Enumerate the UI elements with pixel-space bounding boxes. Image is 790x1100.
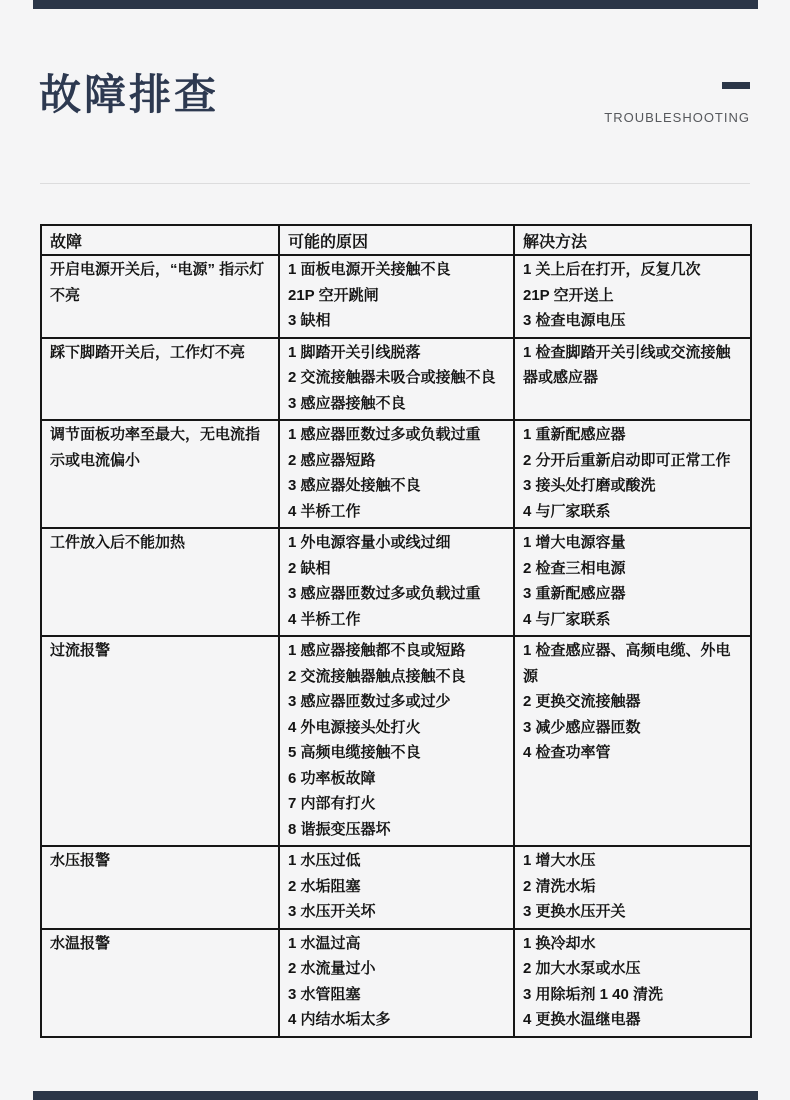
list-item: 3 减少感应器匝数 [523, 718, 641, 736]
list-item: 21P 空开送上 [523, 286, 614, 304]
table-row [41, 338, 751, 421]
list-item: 2 清洗水垢 [523, 877, 596, 895]
list-item: 4 与厂家联系 [523, 610, 611, 628]
list-item: 1 外电源容量小或线过细 [288, 534, 451, 551]
list-item: 2 交流接触器触点接触不良 [288, 667, 466, 685]
header-fault: 故障 [41, 225, 279, 255]
table-row [41, 255, 751, 338]
fault-text: 开启电源开关后，“电源” 指示灯不亮 [50, 261, 265, 304]
list-item: 4 更换水温继电器 [523, 1011, 641, 1028]
list-item: 4 内结水垢太多 [288, 1011, 391, 1028]
fault-text: 过流报警 [50, 642, 111, 659]
solutions-cell [514, 636, 751, 846]
table-row [41, 420, 751, 528]
list-item: 1 水温过高 [288, 934, 361, 952]
list-item: 2 感应器短路 [288, 451, 376, 469]
table-row [41, 846, 751, 929]
list-item: 2 水垢阻塞 [288, 877, 361, 895]
fault-cell [41, 846, 279, 929]
list-item: 3 接头处打磨或酸洗 [523, 477, 656, 494]
page-subtitle: TROUBLESHOOTING [604, 110, 750, 125]
fault-text: 水压报警 [50, 852, 111, 869]
list-item: 1 感应器接触都不良或短路 [288, 642, 466, 659]
list-item: 3 感应器匝数过多或过少 [288, 693, 451, 710]
list-item: 3 检查电源电压 [523, 312, 626, 329]
table-row [41, 528, 751, 636]
list-item: 4 半桥工作 [288, 610, 361, 628]
table-row [41, 636, 751, 846]
causes-cell [279, 846, 514, 929]
fault-cell [41, 255, 279, 338]
fault-cell [41, 929, 279, 1037]
list-item: 2 更换交流接触器 [523, 693, 641, 710]
solutions-cell [514, 846, 751, 929]
solutions-cell [514, 338, 751, 421]
fault-cell [41, 636, 279, 846]
page-title: 故障排查 [39, 71, 220, 118]
list-item: 6 功率板故障 [288, 769, 376, 787]
list-item: 3 感应器接触不良 [288, 394, 406, 412]
list-item: 2 分开后重新启动即可正常工作 [523, 451, 731, 469]
causes-cell [279, 420, 514, 528]
list-item: 1 增大水压 [523, 852, 596, 869]
list-item: 1 重新配感应器 [523, 426, 626, 443]
causes-cell [279, 528, 514, 636]
table-header-row [41, 225, 751, 255]
list-item: 4 外电源接头处打火 [288, 718, 421, 736]
solutions-cell [514, 528, 751, 636]
list-item: 2 交流接触器未吸合或接触不良 [288, 369, 496, 386]
list-item: 1 关上后在打开，反复几次 [523, 261, 701, 278]
list-item: 7 内部有打火 [288, 795, 376, 812]
causes-cell [279, 338, 514, 421]
list-item: 1 水压过低 [288, 852, 361, 869]
fault-cell [41, 528, 279, 636]
header-divider [40, 183, 750, 184]
list-item: 1 检查脚踏开关引线或交流接触器或感应器 [523, 343, 731, 386]
fault-cell [41, 338, 279, 421]
list-item: 1 面板电源开关接触不良 [288, 261, 451, 278]
fault-text: 水温报警 [50, 934, 111, 952]
list-item: 3 缺相 [288, 312, 331, 329]
subtitle-dash-icon [722, 82, 750, 89]
list-item: 3 重新配感应器 [523, 585, 626, 602]
list-item: 3 更换水压开关 [523, 903, 626, 920]
causes-cell [279, 929, 514, 1037]
list-item: 1 检查感应器、高频电缆、外电源 [523, 642, 731, 685]
list-item: 21P 空开跳闸 [288, 286, 379, 304]
list-item: 2 水流量过小 [288, 960, 376, 977]
list-item: 3 用除垢剂 1 40 清洗 [523, 985, 664, 1003]
fault-cell [41, 420, 279, 528]
fault-text: 调节面板功率至最大，无电流指示或电流偏小 [50, 426, 261, 469]
solutions-cell [514, 420, 751, 528]
fault-text: 踩下脚踏开关后，工作灯不亮 [50, 343, 246, 361]
list-item: 3 水管阻塞 [288, 985, 361, 1003]
list-item: 2 检查三相电源 [523, 559, 626, 577]
list-item: 3 水压开关坏 [288, 903, 376, 920]
list-item: 8 谐振变压器坏 [288, 820, 391, 838]
table-row [41, 929, 751, 1037]
list-item: 5 高频电缆接触不良 [288, 744, 421, 761]
list-item: 1 换冷却水 [523, 934, 596, 952]
solutions-cell [514, 255, 751, 338]
header-causes: 可能的原因 [279, 225, 514, 255]
list-item: 3 感应器处接触不良 [288, 477, 421, 494]
causes-cell [279, 636, 514, 846]
header-solutions: 解决方法 [514, 225, 751, 255]
fault-text: 工件放入后不能加热 [50, 534, 186, 551]
troubleshooting-table [40, 224, 752, 1038]
list-item: 1 增大电源容量 [523, 534, 626, 551]
list-item: 4 与厂家联系 [523, 502, 611, 520]
causes-cell [279, 255, 514, 338]
list-item: 3 感应器匝数过多或负载过重 [288, 585, 481, 602]
list-item: 2 缺相 [288, 559, 331, 577]
list-item: 1 脚踏开关引线脱落 [288, 343, 421, 361]
list-item: 1 感应器匝数过多或负载过重 [288, 426, 481, 443]
bottom-accent-bar [33, 1091, 758, 1100]
solutions-cell [514, 929, 751, 1037]
list-item: 4 检查功率管 [523, 744, 611, 761]
top-accent-bar [33, 0, 758, 9]
list-item: 4 半桥工作 [288, 502, 361, 520]
list-item: 2 加大水泵或水压 [523, 960, 641, 977]
